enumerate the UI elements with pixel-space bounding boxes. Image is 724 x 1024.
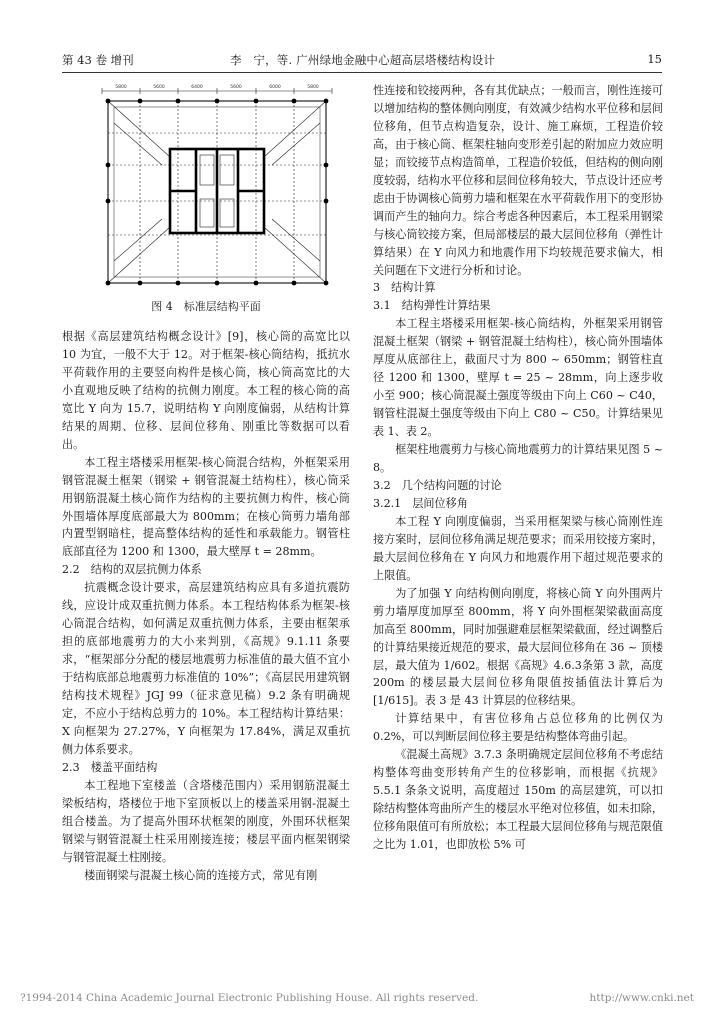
running-title: 李 宁，等. 广州绿地金融中心超高层塔楼结构设计 bbox=[230, 53, 496, 67]
paragraph: 楼面钢梁与混凝土核心筒的连接方式，常见有刚 bbox=[84, 868, 318, 882]
dim-label: 5600 bbox=[230, 85, 242, 90]
paragraph: 性连接和铰接两种，各有其优缺点；一般而言，刚性连接可以增加结构的整体侧向刚度，有效减少结构水平位移和层间位移角，但节点构造复杂，设计、施工麻烦，工程造价较高，由于核心筒、框架柱轴向变形差引起的附加应力效应明显；而铰接节点构造简单，工程造价较低，但结构的侧向刚度较弱，结构水平位移和层间位移角较大，节点设计还应考虑由于协调核心筒剪力墙和框架在水平荷载作用下的变形协调而产生的轴向力。综合考虑各种因素后，本工程采用钢梁与核心筒铰接方案，但局部楼层的最大层间位移角（弹性计算结果）在 Y 向风力和地震作用下均较规范要求偏大，相关问题在下文进行分析和讨论。 bbox=[373, 84, 663, 277]
journal-volume: 第 43 卷 增刊 bbox=[62, 53, 134, 67]
section-heading-3: 3 结构计算 bbox=[373, 281, 436, 295]
dim-label: 6400 bbox=[191, 85, 203, 90]
paragraph: 抗震概念设计要求，高层建筑结构应具有多道抗震防线，应设计成双重抗侧力体系。本工程结构体系为框架-核心筒混合结构，如何满足双重抗侧力体系，主要由框架承担的底部地震剪力的大小来判别，《高规》9.1.11 条要求，“框架部分分配的楼层地震剪力标准值的最大值不宜小于结构底部总地震剪力标准值的 10%”；《高层民用建筑钢结构技术规程》JGJ 99（征求意见稿）9.2 条有明确规定，不应小于结构总剪力的 10%。本工程结构计算结果：X 向框架为 27.27%，Y 向框架为 17.84%，满足双重抗侧力体系要求。 bbox=[62, 581, 350, 756]
paragraph: 为了加强 Y 向结构侧向刚度，将核心筒 Y 向外围两片剪力墙厚度加厚至 800mm，将 Y 向外围框架梁截面高度加高至 800mm，同时加强避难层框架梁截面，经过调整后的计算结果接近规范的要求，最大层间位移角在 36 ~ 顶楼层，最大值为 1/602。根据《高规》4.6.3条第 3 款，高度 200m 的楼层最大层间位移角限值按插值法计算后为 [1/615]。表 3 是 43 计算层的位移结果。 bbox=[373, 586, 663, 708]
paragraph: 框架柱地震剪力与核心筒地震剪力的计算结果见图 5 ~ 8。 bbox=[373, 443, 663, 475]
header-rule bbox=[62, 72, 662, 73]
paragraph: 本工程地下室楼盖（含塔楼范围内）采用钢筋混凝土梁板结构，塔楼位于地下室顶板以上的楼盖采用钢-混凝土组合楼盖。为了提高外围环状框架的刚度，外围环状框架钢梁与钢管混凝土柱采用刚接连接；楼层平面内框架钢梁与钢管混凝土柱刚接。 bbox=[62, 778, 350, 864]
running-header bbox=[62, 52, 662, 68]
dim-label: 5800 bbox=[115, 85, 127, 90]
copyright-text: ?1994-2014 China Academic Journal Electronic Publishing House. All rights reserved. bbox=[20, 992, 479, 1004]
core-tube bbox=[170, 149, 264, 233]
section-heading-3-1: 3.1 结构弹性计算结果 bbox=[373, 299, 491, 313]
dim-label: 6000 bbox=[269, 85, 281, 90]
section-heading-2-3: 2.3 楼盖平面结构 bbox=[62, 760, 158, 774]
paragraph: 根据《高层建筑结构概念设计》[9]，核心筒的高宽比以 10 为宜，一般不大于 12。对于框架-核心筒结构，抵抗水平荷载作用的主要竖向构件是核心筒，核心筒高宽比的大小直观地反映了结构的抗侧力刚度。本工程的核心筒的高宽比 Y 向为 15.7，说明结构 Y 向刚度偏弱，从结构计算结果的周期、位移、层间位移角、刚重比等数据可以看出。 bbox=[62, 330, 350, 451]
dim-label: 5600 bbox=[153, 85, 165, 90]
right-column bbox=[373, 82, 663, 854]
paragraph: 本工程主塔楼采用框架-核心筒混合结构，外框架采用钢管混凝土框架（钢梁 + 钢管混凝土结构柱），核心筒采用钢筋混凝土核心筒作为结构的主要抗侧力构件，核心筒外围墙体厚度底部最大为 800mm；在核心筒剪力墙角部内置型钢暗柱，提高整体结构的延性和承载能力。钢管柱底部直径为 1200 和 1300，最大壁厚 t = 28mm。 bbox=[62, 455, 350, 559]
paragraph: 本工程主塔楼采用框架-核心筒结构，外框架采用钢管混凝土框架（钢梁 + 钢管混凝土结构柱），核心筒外围墙体厚度从底部往上，截面尺寸为 800 ~ 650mm；钢管柱直径 1200 和 1300，壁厚 t = 25 ~ 28mm，向上逐步收小至 900；核心筒混凝土强度等级由下向上 C60 ~ C40，钢管柱混凝土强度等级由下向上 C80 ~ C50。计算结果见表 1、表 2。 bbox=[373, 317, 663, 439]
copyright-footer bbox=[20, 992, 704, 1004]
floor-plan-figure bbox=[92, 83, 342, 293]
paragraph: 计算结果中，有害位移角占总位移角的比例仅为 0.2%，可以判断层间位移主要是结构整体弯曲引起。 bbox=[373, 712, 663, 744]
section-heading-3-2: 3.2 几个结构问题的讨论 bbox=[373, 478, 502, 492]
page-number: 15 bbox=[647, 52, 662, 66]
paragraph: 《混凝土高规》3.7.3 条明确规定层间位移角不考虑结构整体弯曲变形转角产生的位移影响，而根据《抗规》5.5.1 条条文说明，高度超过 150m 的高层建筑，可以扣除结构整体弯曲所产生的楼层水平绝对位移值，如未扣除，位移角限值可有所放松；本工程最大层间位移角与规范限值之比为 1.01，也即放松 5% 可 bbox=[373, 748, 663, 852]
section-heading-3-2-1: 3.2.1 层间位移角 bbox=[373, 496, 468, 510]
paragraph: 本工程 Y 向刚度偏弱，当采用框架梁与核心筒刚性连接方案时，层间位移角满足规范要求；而采用铰接方案时，最大层间位移角在 Y 向风力和地震作用下超过规范要求的上限值。 bbox=[373, 514, 663, 582]
dim-label: 5800 bbox=[307, 85, 319, 90]
left-column bbox=[62, 328, 350, 885]
footer-url: http://www.cnki.net bbox=[589, 992, 694, 1004]
figure-caption: 图 4 标准层结构平面 bbox=[151, 300, 261, 313]
section-heading-2-2: 2.2 结构的双层抗侧力体系 bbox=[62, 563, 202, 577]
